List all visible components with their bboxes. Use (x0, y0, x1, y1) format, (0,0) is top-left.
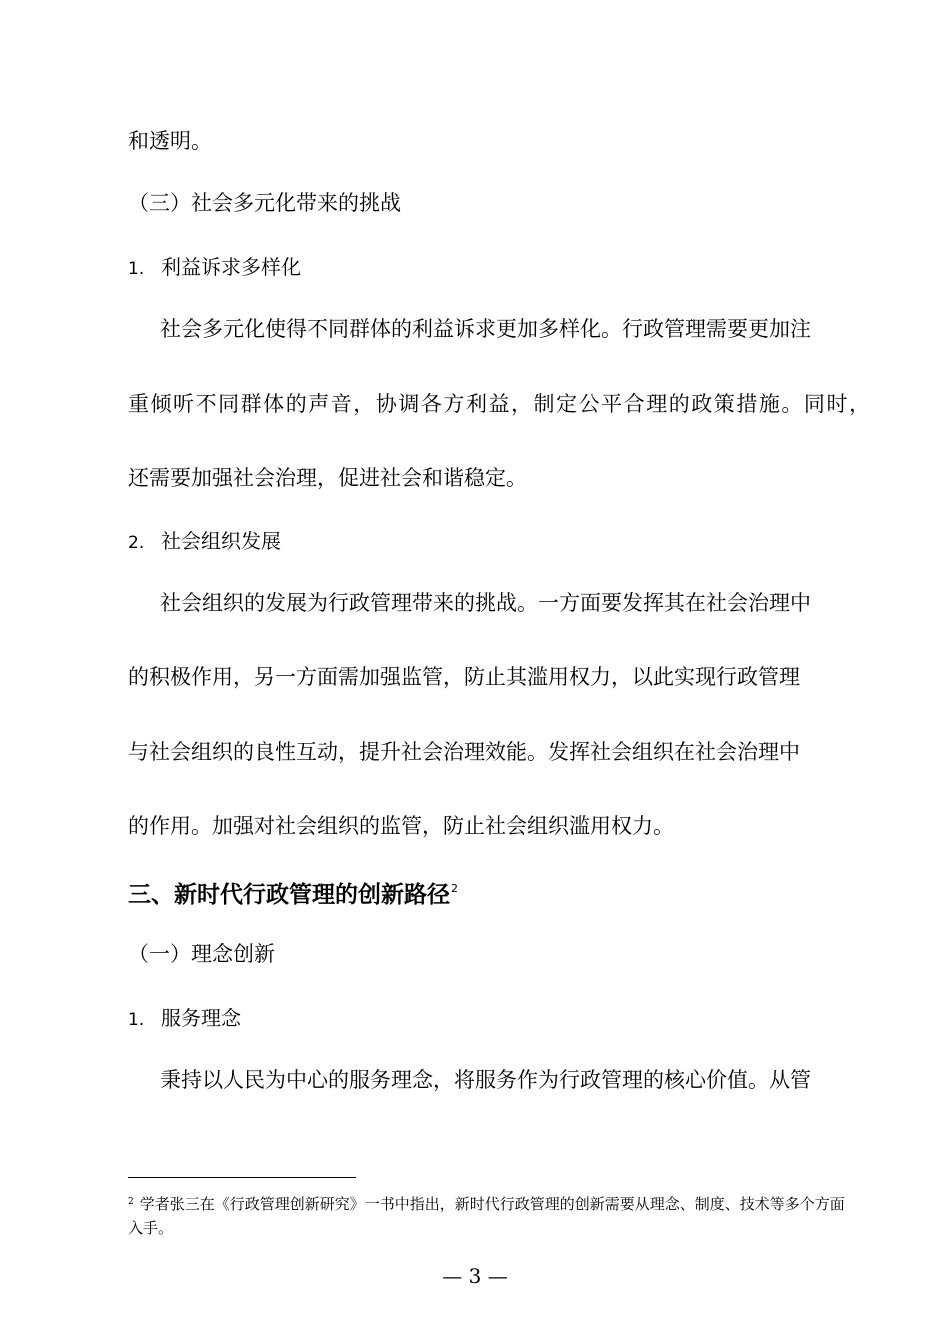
list-number: 1. (128, 259, 145, 279)
list-heading-2 (128, 527, 281, 557)
section-heading-3: （三）社会多元化带来的挑战 (128, 191, 401, 215)
footnote-text: 学者张三在《行政管理创新研究》一书中指出，新时代行政管理的创新需要从理念、制度、技术等多个方面入手。 (128, 1195, 845, 1237)
list-heading-text: 利益诉求多样化 (161, 255, 301, 279)
footnote (128, 1190, 848, 1240)
paragraph-line: 社会多元化使得不同群体的利益诉求更加多样化。行政管理需要更加注 (160, 317, 811, 341)
footnote-mark: 2 (128, 1197, 134, 1207)
paragraph-line: 还需要加强社会治理，促进社会和谐稳定。 (128, 466, 527, 490)
list-number: 2. (128, 533, 145, 553)
list-heading-text: 社会组织发展 (161, 529, 281, 553)
paragraph-line: 的作用。加强对社会组织的监管，防止社会组织滥用权力。 (128, 814, 674, 838)
page-number: — 3 — (442, 1264, 508, 1288)
paragraph-line: 重倾听不同群体的声音，协调各方利益，制定公平合理的政策措施。同时， (128, 392, 870, 416)
paragraph-line: 的积极作用，另一方面需加强监管，防止其滥用权力，以此实现行政管理 (128, 665, 800, 689)
list-number: 1. (128, 1010, 145, 1030)
paragraph-line: 社会组织的发展为行政管理带来的挑战。一方面要发挥其在社会治理中 (160, 591, 811, 615)
chapter-heading (128, 875, 458, 909)
paragraph-line: 秉持以人民为中心的服务理念，将服务作为行政管理的核心价值。从管 (160, 1068, 811, 1092)
section-heading-1: （一）理念创新 (128, 942, 275, 966)
chapter-heading-text: 三、新时代行政管理的创新路径 (128, 882, 450, 908)
footnote-divider (128, 1177, 356, 1178)
list-heading-3 (128, 1004, 241, 1034)
paragraph-line: 与社会组织的良性互动，提升社会治理效能。发挥社会组织在社会治理中 (128, 740, 800, 764)
list-heading-1 (128, 253, 301, 283)
list-heading-text: 服务理念 (161, 1006, 241, 1030)
paragraph-tail: 和透明。 (128, 129, 212, 153)
footnote-reference[interactable]: 2 (451, 882, 458, 895)
